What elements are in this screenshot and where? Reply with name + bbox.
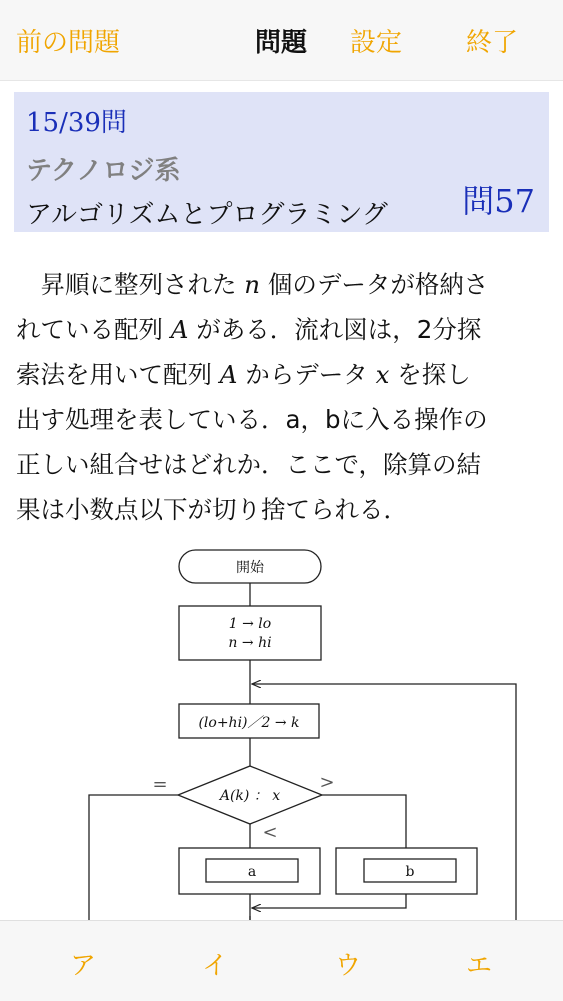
question-line: 果は小数点以下が切り捨てられる． — [16, 495, 408, 524]
box-a-label: a — [247, 864, 257, 880]
equal-label: = — [152, 774, 168, 795]
progress-counter: 15/39問 — [26, 108, 127, 138]
choice-a-button[interactable]: ア — [70, 951, 97, 981]
init-process-box — [179, 606, 321, 660]
start-label: 開始 — [236, 560, 264, 576]
settings-button[interactable]: 設定 — [350, 28, 403, 58]
question-line: れている配列 A がある．流れ図は，2分探 — [16, 315, 482, 344]
question-line: 出す処理を表している．a，bに入る操作の — [16, 405, 488, 434]
question-line: 正しい組合せはどれか．ここで，除算の結 — [16, 450, 482, 479]
question-line: 昇順に整列された n 個のデータが格納さ — [40, 270, 489, 299]
compare-label: A(k) ： x — [219, 788, 281, 804]
question-number: 問57 — [462, 182, 535, 220]
finish-button[interactable]: 終了 — [466, 28, 519, 58]
choice-u-button[interactable]: ウ — [335, 951, 362, 981]
init-line1: 1 → lo — [228, 616, 272, 632]
page-title: 問題 — [255, 28, 308, 58]
question-header — [14, 92, 549, 232]
less-label: < — [262, 822, 278, 843]
prev-question-button[interactable]: 前の問題 — [16, 28, 121, 58]
top-nav-bar — [0, 0, 563, 81]
choice-i-button[interactable]: イ — [202, 951, 229, 981]
init-line2: n → hi — [228, 635, 272, 651]
flowchart — [0, 540, 563, 920]
greater-label: > — [319, 772, 335, 793]
box-b-label: b — [405, 864, 415, 880]
mid-label: (lo+hi)／2 → k — [198, 715, 300, 731]
question-text — [16, 262, 551, 532]
category-label: テクノロジ系 — [26, 156, 181, 186]
choice-e-button[interactable]: エ — [466, 951, 493, 981]
answer-choice-bar — [0, 920, 563, 1001]
subcategory-label: アルゴリズムとプログラミング — [26, 200, 388, 230]
question-line: 索法を用いて配列 A からデータ x を探し — [16, 360, 471, 389]
